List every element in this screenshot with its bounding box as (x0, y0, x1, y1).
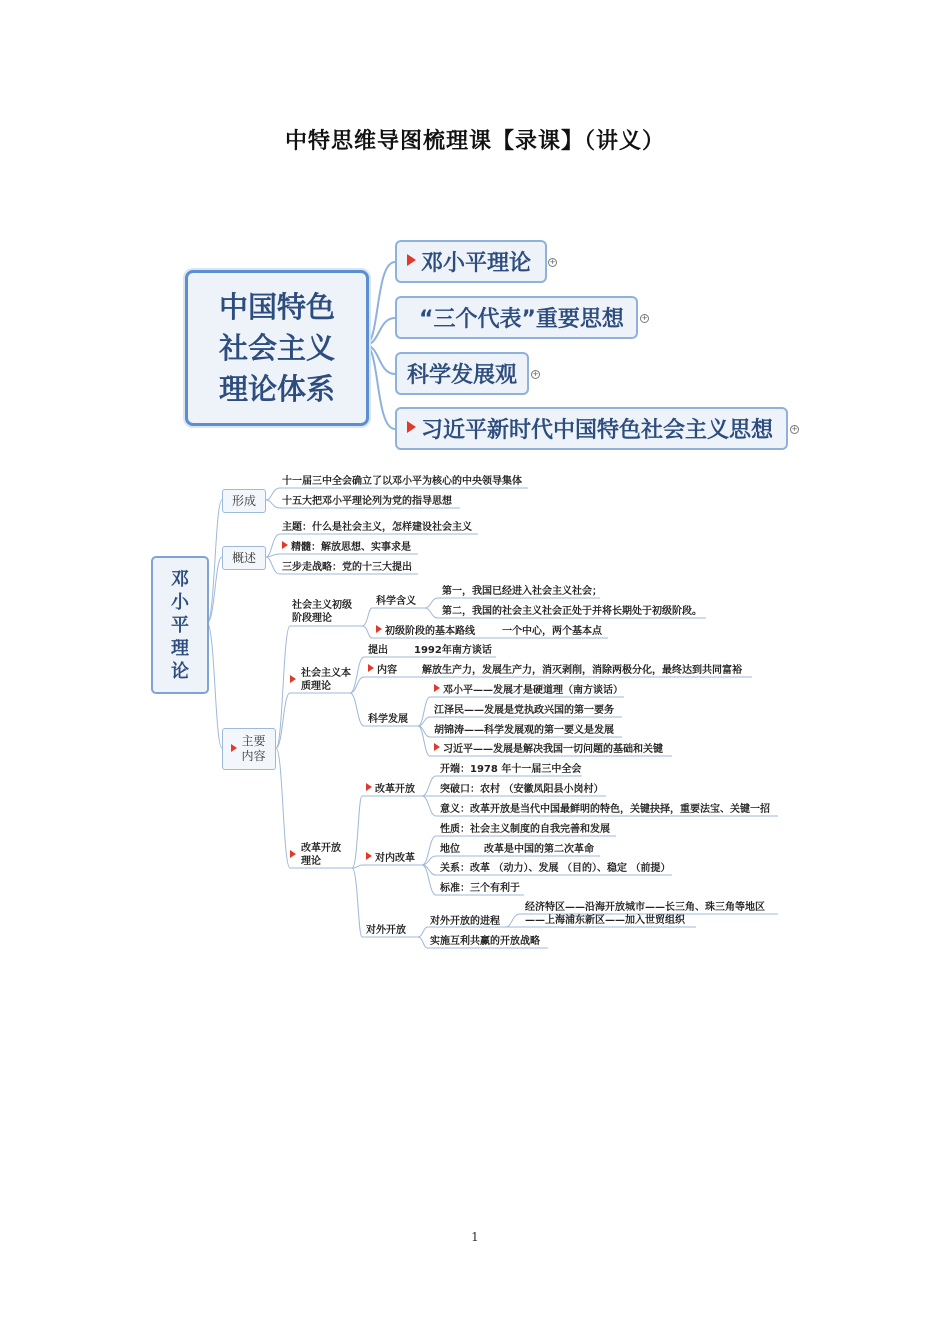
map1-branch-deng[interactable] (395, 240, 547, 283)
flag-icon (282, 541, 288, 549)
map-node: 意义：改革开放是当代中国最鲜明的特色，关键抉择，重要法宝、关键一招 (440, 804, 770, 815)
map1-branch-scientific-development[interactable] (395, 352, 529, 395)
map1-branch-xi-thought[interactable] (395, 407, 788, 450)
node-label: 内容 (377, 665, 397, 676)
flag-icon (290, 850, 296, 858)
map-node: 胡锦涛——科学发展观的第一要义是发展 (434, 725, 614, 736)
flag-icon (434, 743, 440, 751)
flag-icon (368, 664, 374, 672)
flag-icon (290, 675, 296, 683)
section-label: 主要内容 (241, 734, 266, 763)
expand-icon[interactable]: + (791, 425, 798, 433)
map1-branch-three-represents[interactable] (395, 296, 638, 339)
map-node: 实施互利共赢的开放战略 (430, 936, 540, 947)
flag-icon (434, 684, 440, 692)
map-node-essence-theory (290, 667, 353, 693)
map-node-basic-line (376, 626, 475, 638)
flag-icon (407, 421, 416, 433)
node-label: 精髓：解放思想、实事求是 (291, 542, 411, 553)
expand-icon[interactable]: + (532, 370, 539, 378)
map-node-dev-deng (434, 685, 623, 697)
node-label: 邓小平——发展才是硬道理（南方谈话） (443, 685, 623, 696)
node-label: 对内改革 (375, 853, 415, 864)
map-node: 提出 (368, 645, 388, 656)
branch-label: 邓小平理论 (421, 251, 532, 276)
map-node: 科学含义 (376, 596, 416, 607)
map-node: 社会主义初级阶段理论 (292, 600, 352, 624)
map-node: 改革是中国的第二次革命 (484, 844, 594, 855)
node-label: 改革开放理论 (301, 843, 341, 867)
branch-label: 科学发展观 (407, 363, 518, 388)
node-label: 社会主义本质理论 (301, 668, 351, 692)
map-node-essence (282, 542, 411, 554)
section-formation[interactable] (222, 489, 266, 513)
branch-label: 习近平新时代中国特色社会主义思想 (421, 418, 774, 443)
map-node: 十一届三中全会确立了以邓小平为核心的中央领导集体 (282, 476, 522, 487)
map-node: 标准：三个有利于 (440, 883, 520, 894)
map-node: 1992年南方谈话 (414, 645, 492, 656)
node-label: 改革开放 (375, 784, 415, 795)
map1-root (185, 270, 369, 426)
map-node-content (368, 665, 397, 677)
map2-root: 邓 小 平 理 论 (151, 556, 209, 694)
map-node-reform-theory (290, 842, 347, 868)
section-label: 形成 (231, 493, 256, 508)
section-label: 概述 (231, 550, 256, 565)
map-node: 江泽民——发展是党执政兴国的第一要务 (434, 705, 614, 716)
flag-icon (407, 254, 416, 266)
map-node: 科学发展 (368, 714, 408, 725)
map-node: 三步走战略：党的十三大提出 (282, 562, 412, 573)
expand-icon[interactable]: + (641, 314, 648, 322)
flag-icon (366, 852, 372, 860)
map-node-reform-open (366, 784, 415, 796)
map-node: 性质：社会主义制度的自我完善和发展 (440, 824, 610, 835)
page-number: 1 (471, 1230, 479, 1244)
branch-label: “三个代表”重要思想 (419, 307, 624, 332)
map-node: 解放生产力，发展生产力，消灭剥削，消除两极分化，最终达到共同富裕 (422, 665, 742, 676)
map-node: 经济特区——沿海开放城市——长三角、珠三角等地区 (525, 902, 765, 913)
map-node: 第二，我国的社会主义社会正处于并将长期处于初级阶段。 (442, 606, 702, 617)
map-node: 对外开放 (366, 925, 406, 936)
map-node-internal (366, 853, 415, 865)
map-node: 第一，我国已经进入社会主义社会； (442, 586, 602, 597)
node-label: 初级阶段的基本路线 (385, 626, 475, 637)
section-overview[interactable] (222, 546, 266, 570)
map-node: 突破口：农村 （安徽凤阳县小岗村） (440, 784, 604, 795)
flag-icon (376, 625, 382, 633)
map-node: ——上海浦东新区——加入世贸组织 (525, 915, 685, 926)
section-main-content[interactable] (222, 728, 276, 770)
map1-root-label: 中国特色社会主义理论体系 (218, 289, 335, 406)
page-title: 中特思维导图梳理课【录课】（讲义） (284, 129, 665, 154)
expand-icon[interactable]: + (549, 258, 556, 266)
map-node: 关系：改革 （动力）、发展 （目的）、稳定 （前提） (440, 863, 671, 874)
flag-icon (231, 744, 237, 752)
flag-icon (366, 783, 372, 791)
map-node: 地位 (440, 844, 460, 855)
node-label: 习近平——发展是解决我国一切问题的基础和关键 (443, 744, 663, 755)
map-node-dev-xi (434, 744, 663, 756)
map-node: 十五大把邓小平理论列为党的指导思想 (282, 496, 452, 507)
map-node: 一个中心，两个基本点 (502, 626, 602, 637)
map-node: 对外开放的进程 (430, 916, 500, 927)
map-node: 主题：什么是社会主义，怎样建设社会主义 (282, 522, 472, 533)
map-node: 开端：1978 年十一届三中全会 (440, 764, 582, 775)
